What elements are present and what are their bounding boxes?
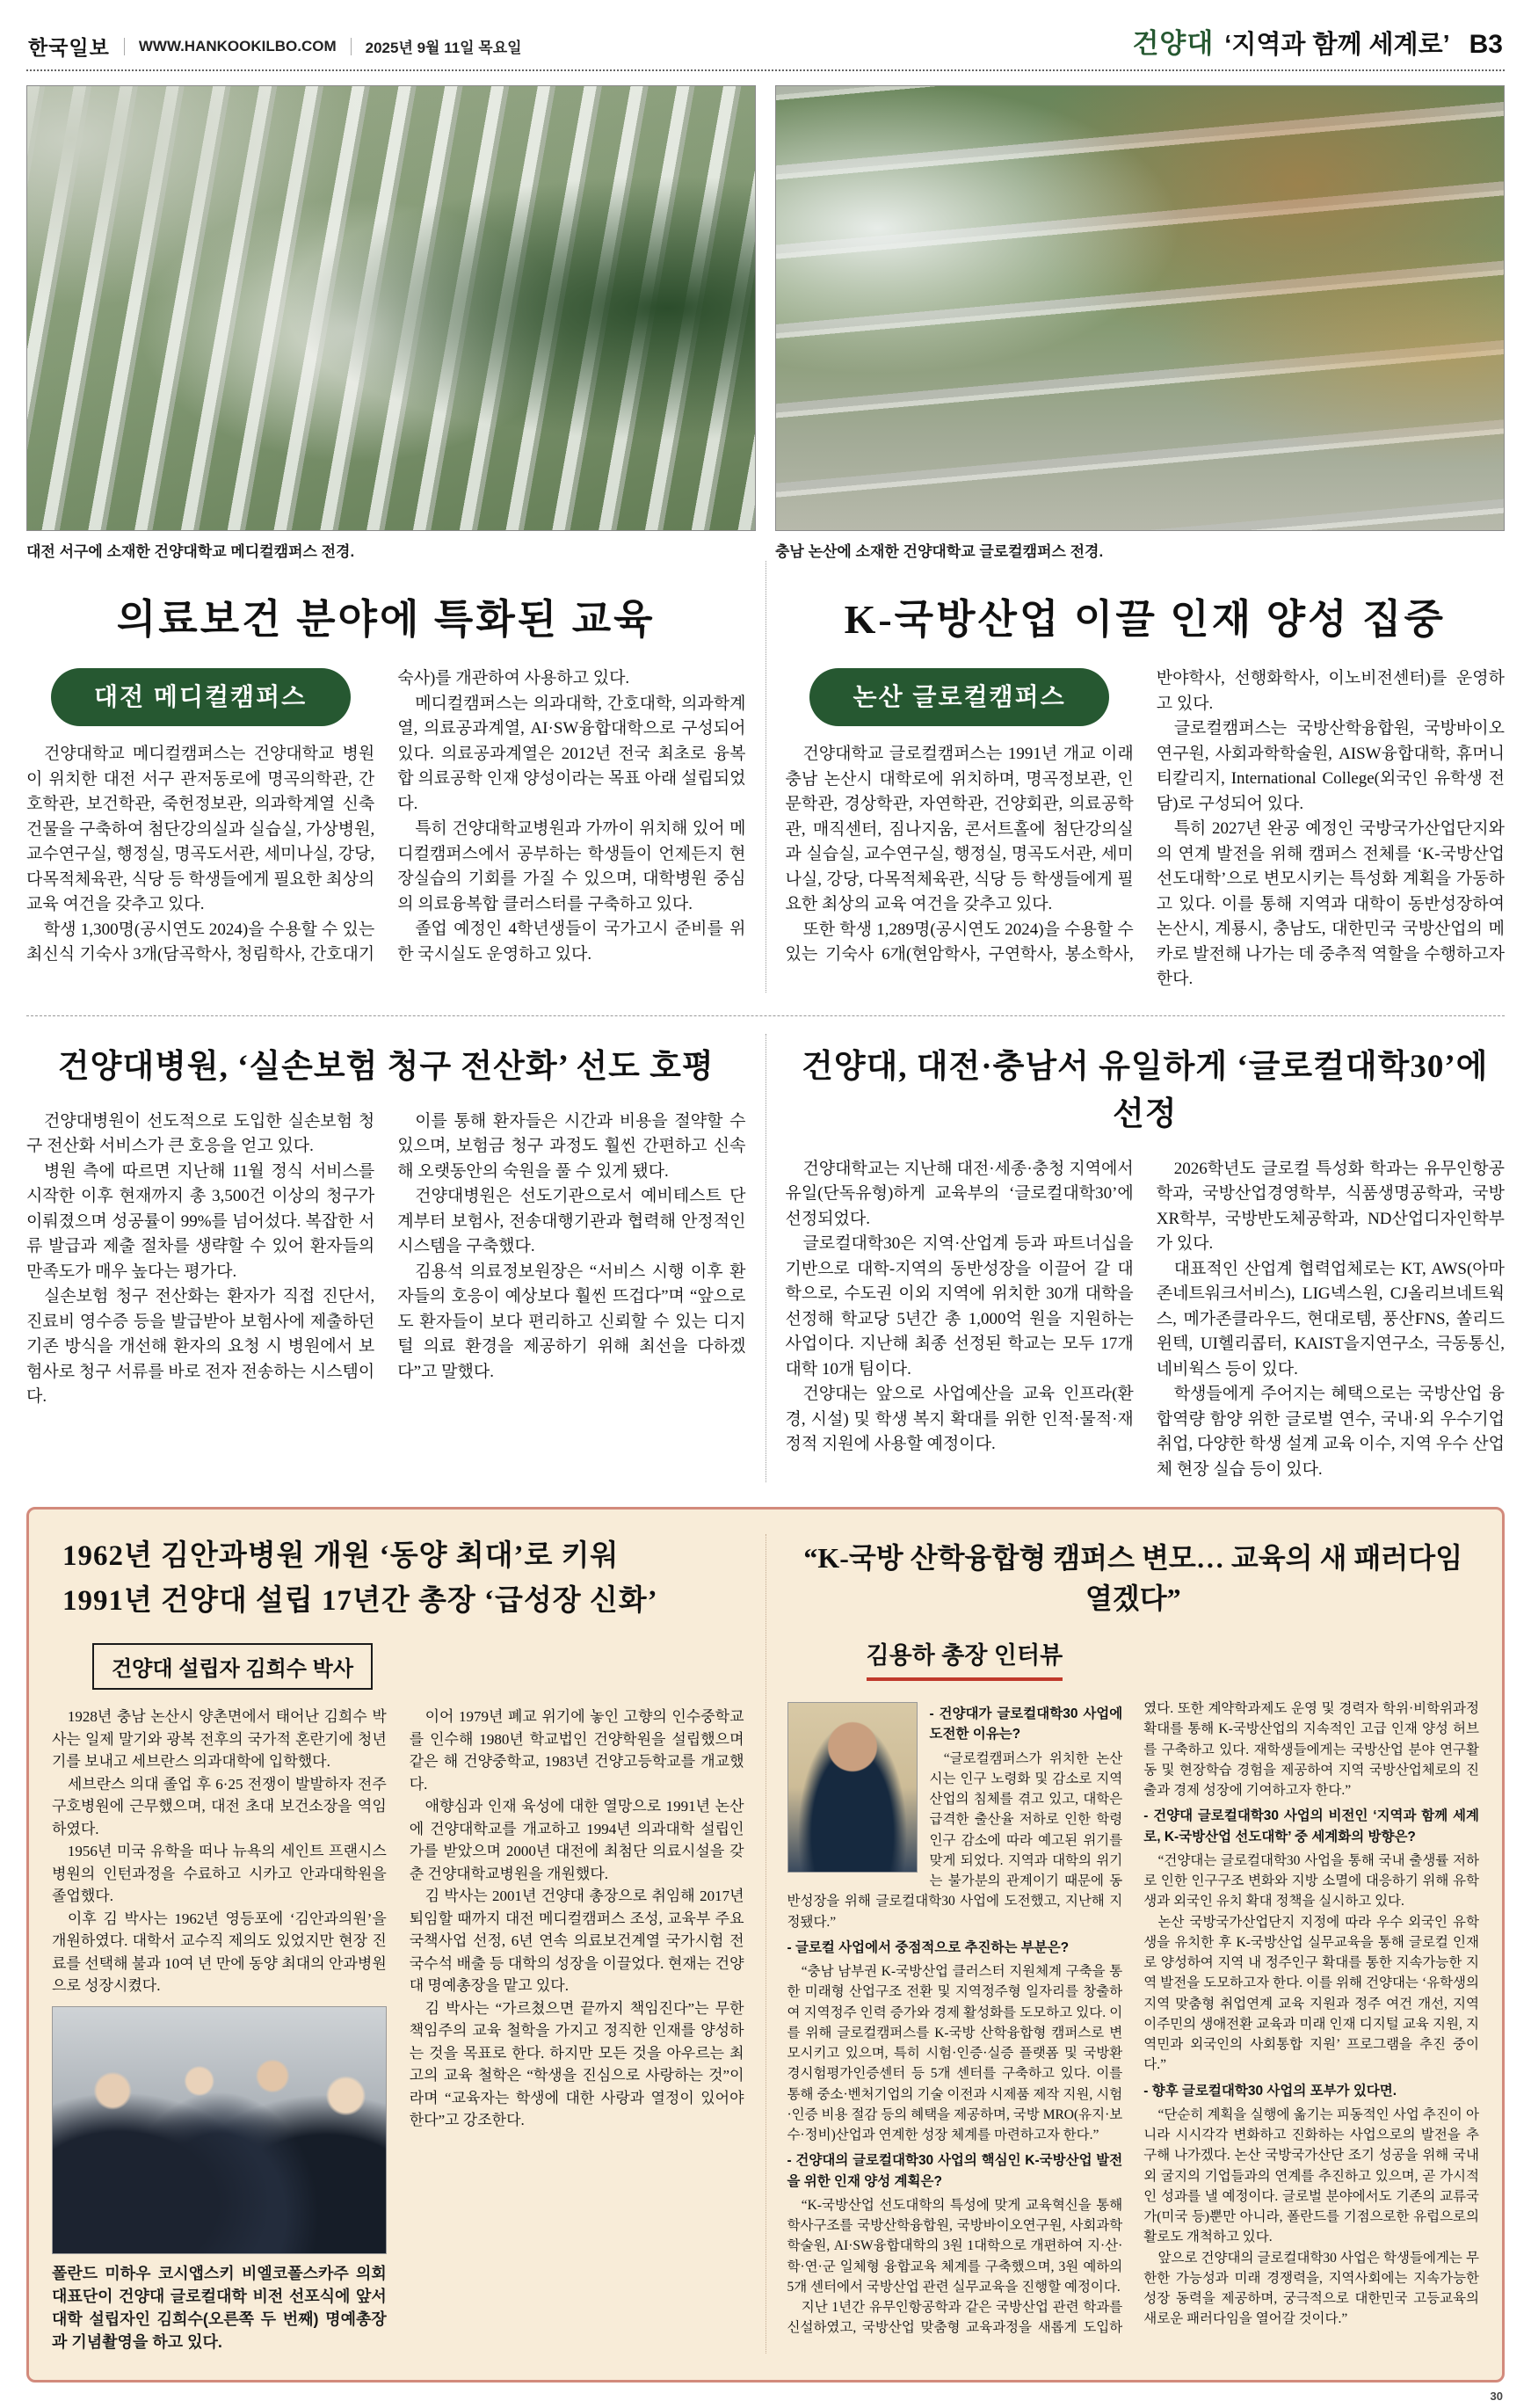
article-medical bbox=[26, 561, 766, 993]
paragraph: 학생 1,300명(공시연도 2024)을 수용할 수 있는 최신식 기숙사 3개(담곡학사, 청림학사, 간호대기숙사)를 개관하여 사용하고 있다. bbox=[26, 669, 630, 964]
header-divider bbox=[351, 38, 352, 55]
medical-campus-figure bbox=[26, 85, 756, 561]
campus-badge-nonsan: 논산 글로컬캠퍼스 bbox=[809, 668, 1109, 726]
article-medical-headline: 의료보건 분야에 특화된 교육 bbox=[116, 597, 656, 642]
paragraph: 김 박사는 2001년 건양대 총장으로 취임해 2017년 퇴임할 때까지 대전 메디컬캠퍼스 조성, 교육부 주요 국책사업 선정, 6년 연속 의료보건계열 국가시험 전국수석 배출 등 대학의 성장을 이끌었다. 현재는 건양대 명예총장을 맡고 있다. bbox=[409, 1888, 744, 1995]
paragraph: 특히 건양대학교병원과 가까이 위치해 있어 메디컬캠퍼스에서 공부하는 학생들이 언제든지 현장실습의 기회를 가질 수 있으며, 대학병원 중심의 의료융복합 클러스터를 구축하고 있다. bbox=[397, 819, 746, 913]
paragraph: 김 박사는 “가르쳤으면 끝까지 책임진다”는 무한책임주의 교육 철학을 가지고 정직한 인재를 양성하는 것을 목표로 한다. 하지만 모든 것을 아우르는 최고의 교육 철학은 “학생을 진심으로 사랑하는 것”이라며 “교육자는 학생에 대한 사랑과 열정이 있어야 한다”고 강조한다. bbox=[409, 1999, 744, 2129]
header-left bbox=[28, 32, 522, 61]
article-defense-headline: K-국방산업 이끌 인재 양성 집중 bbox=[844, 597, 1446, 642]
header-right bbox=[1132, 21, 1503, 61]
paragraph: 건양대는 앞으로 사업예산을 교육 인프라(환경, 시설) 및 학생 복지 확대를 위한 인적·물적·재정적 지원에 사용할 예정이다. bbox=[785, 1385, 1134, 1453]
interview-answer: 논산 국방국가산업단지 지정에 따라 우수 외국인 유학생을 유치한 후 K-국방산업 실무교육을 통해 글로컬 인재로 양성하여 지역 내 정주인구 확대를 통한 지속가능한 지역 발전을 도모하고자 한다. 이를 위해 건양대는 ‘유학생의 지역 맞춤형 취업연계 교육 지원과 정주 여건 개선, 지역 이주민의 생애전환 교육과 미래 인재 디지털 교육 지원, 지역민과 외국인의 사회통합 지원’ 프로그램을 추진 중이다.” bbox=[1143, 1914, 1479, 2073]
interview-answer: “K-국방산업 선도대학의 특성에 맞게 교육혁신을 통해 학사구조를 국방산학융합원, 국방바이오연구원, 사회과학학술원, AI·SW융합대학의 3원 1대학으로 개편하여 지·산·학·연·군 일체형 융합교육 체계를 구축했으며, 3원 예하의 5개 센터에서 국방산업 관련 실무교육을 진행할 예정이다. bbox=[787, 2197, 1123, 2295]
interview-answer: “글로컬캠퍼스가 위치한 논산시는 인구 노령화 및 감소로 지역 산업의 침체를 겪고 있고, 대학은 급격한 출산율 저하로 인한 학령인구 감소에 따라 예고된 위기를 맞게 되었다. 지역과 대학의 위기는 불가분의 관계이기 때문에 동반성장을 위해 글로컬대학30 사업에 도전했고, 지난해 지정됐다.” bbox=[787, 1750, 1123, 1930]
founder-label: 건양대 설립자 김희수 박사 bbox=[92, 1643, 373, 1690]
paragraph: 이를 통해 환자들은 시간과 비용을 절약할 수 있으며, 보험금 청구 과정도 훨씬 간편하고 신속해 오랫동안의 숙원을 풀 수 있게 됐다. bbox=[397, 1111, 746, 1181]
paragraph: 글로컬캠퍼스는 국방산학융합원, 국방바이오연구원, 사회과학학술원, AISW융합대학, 휴머니티칼리지, International College(외국인 유학생 전담)로 구성되어 있다. bbox=[1156, 719, 1505, 813]
article-insurance bbox=[26, 1034, 766, 1483]
founder-body bbox=[52, 1706, 744, 2353]
paragraph: 세브란스 의대 졸업 후 6·25 전쟁이 발발하자 전주구호병원에 근무했으며, 대전 초대 보건소장을 역임하였다. bbox=[52, 1775, 387, 1837]
paragraph: 글로컬대학30은 지역·산업계 등과 파트너십을 기반으로 대학-지역의 동반성장을 이끌어 갈 대학으로, 수도권 이외 지역에 위치한 30개 대학을 선정해 학교당 5년간 총 1,000억 원을 지원하는 사업이다. 지난해 최종 선정된 학교는 모두 17개 대학 10개 팀이다. bbox=[785, 1234, 1134, 1379]
article-defense-body bbox=[786, 666, 1506, 993]
section-slogan: ‘지역과 함께 세계로’ bbox=[1224, 31, 1450, 59]
feature-founder bbox=[52, 1534, 766, 2353]
page-header bbox=[26, 7, 1505, 71]
paragraph: 실손보험 청구 전산화는 환자가 직접 진단서, 진료비 영수증 등을 발급받아 보험사에 제출하던 기존 방식을 개선해 환자의 요청 시 병원에서 보험사로 청구 서류를 바로 전자 전송하는 시스템이다. bbox=[26, 1287, 375, 1406]
page-code: B3 bbox=[1469, 30, 1503, 59]
article-glocal30 bbox=[766, 1034, 1506, 1483]
delegation-photo bbox=[52, 2006, 387, 2254]
interview-answer: “건양대는 글로컬대학30 사업을 통해 국내 출생률 저하로 인한 인구구조 변화와 지방 소멸에 대응하기 위해 유학생과 외국인 유치 확대 정책을 실시하고 있다. bbox=[1143, 1852, 1479, 1910]
paragraph: 건양대학교는 지난해 대전·세종·충청 지역에서 유일(단독유형)하게 교육부의 ‘글로컬대학30’에 선정되었다. bbox=[785, 1159, 1134, 1228]
campus-badge-daejeon: 대전 메디컬캠퍼스 bbox=[51, 668, 351, 726]
masthead-logo: 한국일보 bbox=[28, 36, 110, 59]
website-url: WWW.HANKOOKILBO.COM bbox=[138, 37, 337, 55]
section-brand: 건양대 bbox=[1132, 28, 1215, 59]
paragraph: 김용석 의료정보원장은 “서비스 시행 이후 환자들의 호응이 예상보다 훨씬 뜨겁다”며 “앞으로도 환자들이 보다 편리하고 신뢰할 수 있는 디지털 의료 환경을 제공하기 위해 최선을 다하겠다”고 말했다. bbox=[397, 1262, 746, 1381]
paragraph: 1928년 충남 논산시 양촌면에서 태어난 김희수 박사는 일제 말기와 광복 전후의 국가적 혼란기에 청년기를 보내고 세브란스 의과대학에 입학했다. bbox=[52, 1708, 387, 1771]
paragraph: 학생들에게 주어지는 혜택으로는 국방산업 융합역량 함양 위한 글로벌 연수, 국내·외 우수기업 취업, 다양한 학생 설계 교육 이수, 지역 우수 산업체 현장 실습 등이 있다. bbox=[1156, 1385, 1505, 1479]
article-insurance-body bbox=[26, 1109, 746, 1410]
delegation-photo-caption: 폴란드 미하우 코시앱스키 비엘코폴스카주 의회 대표단이 건양대 글로컬대학 비전 선포식에 앞서 대학 설립자인 김희수(오른쪽 두 번째) 명예총장과 기념촬영을 하고 있다. bbox=[52, 2264, 387, 2352]
top-photos bbox=[26, 85, 1505, 561]
interview-question: - 글로컬 사업에서 중점적으로 추진하는 부분은? bbox=[787, 1939, 1070, 1955]
top-articles-row bbox=[26, 561, 1505, 993]
president-portrait-photo bbox=[787, 1702, 918, 1873]
founder-headline bbox=[62, 1534, 744, 1624]
founder-headline-line1: 1962년 김안과병원 개원 ‘동양 최대’로 키워 bbox=[62, 1540, 620, 1572]
interview-question: - 건양대 글로컬대학30 사업의 비전인 ‘지역과 함께 세계로, K-국방산업 선도대학’ 중 세계화의 방향은? bbox=[1143, 1808, 1479, 1844]
interview-question: - 향후 글로컬대학30 사업의 포부가 있다면. bbox=[1143, 2083, 1397, 2099]
paragraph: 건양대병원은 선도기관으로서 예비테스트 단계부터 보험사, 전송대행기관과 협력해 안정적인 시스템을 구축했다. bbox=[397, 1187, 746, 1255]
interview-question: - 건양대의 글로컬대학30 사업의 핵심인 K-국방산업 발전을 위한 인재 양성 계획은? bbox=[787, 2153, 1123, 2189]
article-defense bbox=[766, 561, 1506, 993]
paragraph: 건양대학교 메디컬캠퍼스는 건양대학교 병원이 위치한 대전 서구 관저동로에 명곡의학관, 간호학관, 보건학관, 죽헌정보관, 의과학계열 신축건물을 구축하여 첨단강의실과 실습실, 가상병원, 교수연구실, 행정실, 명곡도서관, 세미나실, 강당, 다목적체육관, 식당 등 학생들에게 필요한 최상의 교육 여건을 갖추고 있다. bbox=[26, 745, 375, 913]
article-glocal30-headline: 건양대, 대전·충남서 유일하게 ‘글로컬대학30’에 선정 bbox=[802, 1048, 1489, 1132]
paragraph: 졸업 예정인 4학년생들이 국가고시 준비를 위한 국시실도 운영하고 있다. bbox=[397, 920, 746, 964]
article-medical-body bbox=[26, 666, 746, 968]
corner-page-number: 30 bbox=[1490, 2390, 1503, 2404]
paragraph: 1956년 미국 유학을 떠나 뉴욕의 세인트 프랜시스 병원의 인턴과정을 수료하고 시카고 안과대학원을 졸업했다. bbox=[52, 1843, 387, 1905]
medical-campus-caption: 대전 서구에 소재한 건양대학교 메디컬캠퍼스 전경. bbox=[26, 543, 355, 560]
paragraph: 병원 측에 따르면 지난해 11월 정식 서비스를 시작한 이후 현재까지 총 3,500건 이상의 청구가 이뤄졌으며 성공률이 99%를 넘어섰다. 복잡한 서류 발급과 제출 절차를 생략할 수 있어 환자들의 만족도가 매우 높다는 평가다. bbox=[26, 1161, 375, 1281]
section-separator bbox=[26, 1015, 1505, 1016]
founder-headline-line2: 1991년 건양대 설립 17년간 총장 ‘급성장 신화’ bbox=[62, 1585, 658, 1618]
article-glocal30-body bbox=[786, 1157, 1506, 1483]
feature-box bbox=[26, 1507, 1505, 2383]
paragraph: 2026학년도 글로컬 특성화 학과는 유무인항공학과, 국방산업경영학부, 식품생명공학과, 국방XR학부, 국방반도체공학과, ND산업디자인학부가 있다. bbox=[1156, 1159, 1505, 1253]
paragraph: 특히 2027년 완공 예정인 국방국가산업단지와의 연계 발전을 위해 캠퍼스 전체를 ‘K-국방산업 선도대학’으로 변모시키는 특성화 계획을 가동하고 있다. 이를 통해 지역과 대학이 동반성장하여 논산시, 계룡시, 충남도, 대한민국 국방산업의 메카로 발전해 나가는 데 중추적 역할을 수행하고자 한다. bbox=[1156, 819, 1505, 988]
glocal-campus-figure bbox=[775, 85, 1505, 561]
interview-answer: “충남 남부권 K-국방산업 클러스터 지원체계 구축을 통한 미래형 산업구조 전환 및 지역정주형 일자리를 창출하여 지역정주 인력 증가와 경제 활성화를 도모하고 있다. 이를 위해 글로컬캠퍼스를 K-국방 산학융합형 캠퍼스로 변모시키고 있으며, 특히 시험·인증·실증 플랫폼 및 국방환경시험평가인증센터 등 5개 센터를 구축하고 있다. 이를 통해 중소·벤처기업의 기술 이전과 시제품 제작 지원, 시험·인증 비용 절감 등의 혜택을 제공하며, 국방 MRO(유지·보수·정비)산업과 연계한 성장 체계를 마련하고자 한다.” bbox=[787, 1964, 1123, 2142]
medical-campus-photo bbox=[26, 85, 756, 531]
paragraph: 애향심과 인재 육성에 대한 열망으로 1991년 논산에 건양대학교를 개교하고 1994년 의과대학 설립인가를 받았으며 2000년 대전에 최첨단 의료시설을 갖춘 건양대학교병원을 개원했다. bbox=[409, 1798, 744, 1882]
paragraph: 또한 학생 1,289명(공시연도 2024)을 수용할 수 있는 기숙사 6개(현암학사, 구연학사, 봉소학사, 반야학사, 선행화학사, 이노비전센터)를 운영하고 있다. bbox=[785, 669, 1505, 964]
paragraph: 대표적인 산업계 협력업체로는 KT, AWS(아마존네트워크서비스), LIG넥스원, CJ올리브네트웍스, 메가존클라우드, 현대로템, 풍산FNS, 쏠리드윈텍, UI헬리콥터, KAIST을지연구소, 극동통신, 네비웍스 등이 있다. bbox=[1156, 1259, 1505, 1379]
interview-body bbox=[787, 1699, 1480, 2339]
article-insurance-headline: 건양대병원, ‘실손보험 청구 전산화’ 선도 호평 bbox=[57, 1048, 715, 1085]
paragraph: 건양대병원이 선도적으로 도입한 실손보험 청구 전산화 서비스가 큰 호응을 얻고 있다. bbox=[26, 1111, 375, 1155]
interview-headline: “K-국방 산학융합형 캠퍼스 변모… 교육의 새 패러다임 열겠다” bbox=[803, 1542, 1463, 1614]
feature-interview bbox=[766, 1534, 1480, 2353]
delegation-photo-figure bbox=[52, 2006, 387, 2353]
interview-question: - 건양대가 글로컬대학30 사업에 도전한 이유는? bbox=[929, 1706, 1123, 1742]
interview-answer: 지난 1년간 유무인항공학과 같은 국방산업 관련 학과를 신설하였고, 국방산업 맞춤형 교육과정을 새롭게 도입하였다. 또한 계약학과제도 운영 및 경력자 학위·비학위과정 확대를 통해 K-국방산업의 지속적인 고급 인재 양성 허브를 구축하고 있다. 재학생들에게는 국방산업 분야 연구활동 및 현장학습 경험을 제공하여 지역 국방산업체로의 진출과 경제 성장에 기여하고자 한다.” bbox=[787, 1701, 1479, 2336]
paragraph: 이어 1979년 폐교 위기에 놓인 고향의 인수중학교를 인수해 1980년 학교법인 건양학원을 설립했으며 같은 해 건양중학교, 1983년 건양고등학교를 개교했다. bbox=[409, 1708, 744, 1793]
glocal-campus-caption: 충남 논산에 소재한 건양대학교 글로컬캠퍼스 전경. bbox=[775, 543, 1104, 560]
interview-answer: “단순히 계획을 실행에 옮기는 피동적인 사업 추진이 아니라 시시각각 변화하고 진화하는 사업으로의 발전을 추구해 나가겠다. 논산 국방국가산단 조기 성공을 위해 국내외 굴지의 기업들과의 연계를 추진하고 있으며, 곧 가시적인 성과를 낼 예정이다. 글로벌 분야에서도 기존의 교류국가(미국 등)뿐만 아니라, 폴란드를 기점으로한 유럽으로의 활로도 개척하고 있다. bbox=[1143, 2106, 1479, 2245]
glocal-campus-photo bbox=[775, 85, 1505, 531]
paragraph: 메디컬캠퍼스는 의과대학, 간호대학, 의과학계열, 의료공과계열, AI·SW융합대학으로 구성되어 있다. 의료공과계열은 2012년 전국 최초로 융복합 의료공학 인재 양성이라는 목표 아래 설립되었다. bbox=[397, 694, 746, 813]
issue-date: 2025년 9월 11일 목요일 bbox=[365, 40, 522, 56]
header-divider bbox=[124, 38, 125, 55]
paragraph: 이후 김 박사는 1962년 영등포에 ‘김안과의원’을 개원하였다. 대학서 교수직 제의도 있었지만 현장 진료를 선택해 불과 10여 년 만에 동양 최대의 안과병원으로 성장시켰다. bbox=[52, 1910, 387, 1995]
interview-label: 김용하 총장 인터뷰 bbox=[867, 1636, 1063, 1681]
interview-answer: 앞으로 건양대의 글로컬대학30 사업은 학생들에게는 무한한 가능성과 미래 경쟁력을, 지역사회에는 지속가능한 성장 동력을 제공하며, 궁극적으로 대한민국 고등교육의 새로운 패러다임을 열어갈 것이다.” bbox=[1143, 2250, 1479, 2327]
middle-articles-row bbox=[26, 1034, 1505, 1483]
paragraph: 건양대학교 글로컬캠퍼스는 1991년 개교 이래 충남 논산시 대학로에 위치하며, 명곡정보관, 인문학관, 경상학관, 자연학관, 건양회관, 의료공학관, 매직센터, 짐나지움, 콘서트홀에 첨단강의실과 실습실, 교수연구실, 행정실, 명곡도서관, 세미나실, 강당, 다목적체육관, 식당 등 학생들에게 필요한 최상의 교육 여건을 갖추고 있다. bbox=[785, 745, 1134, 913]
